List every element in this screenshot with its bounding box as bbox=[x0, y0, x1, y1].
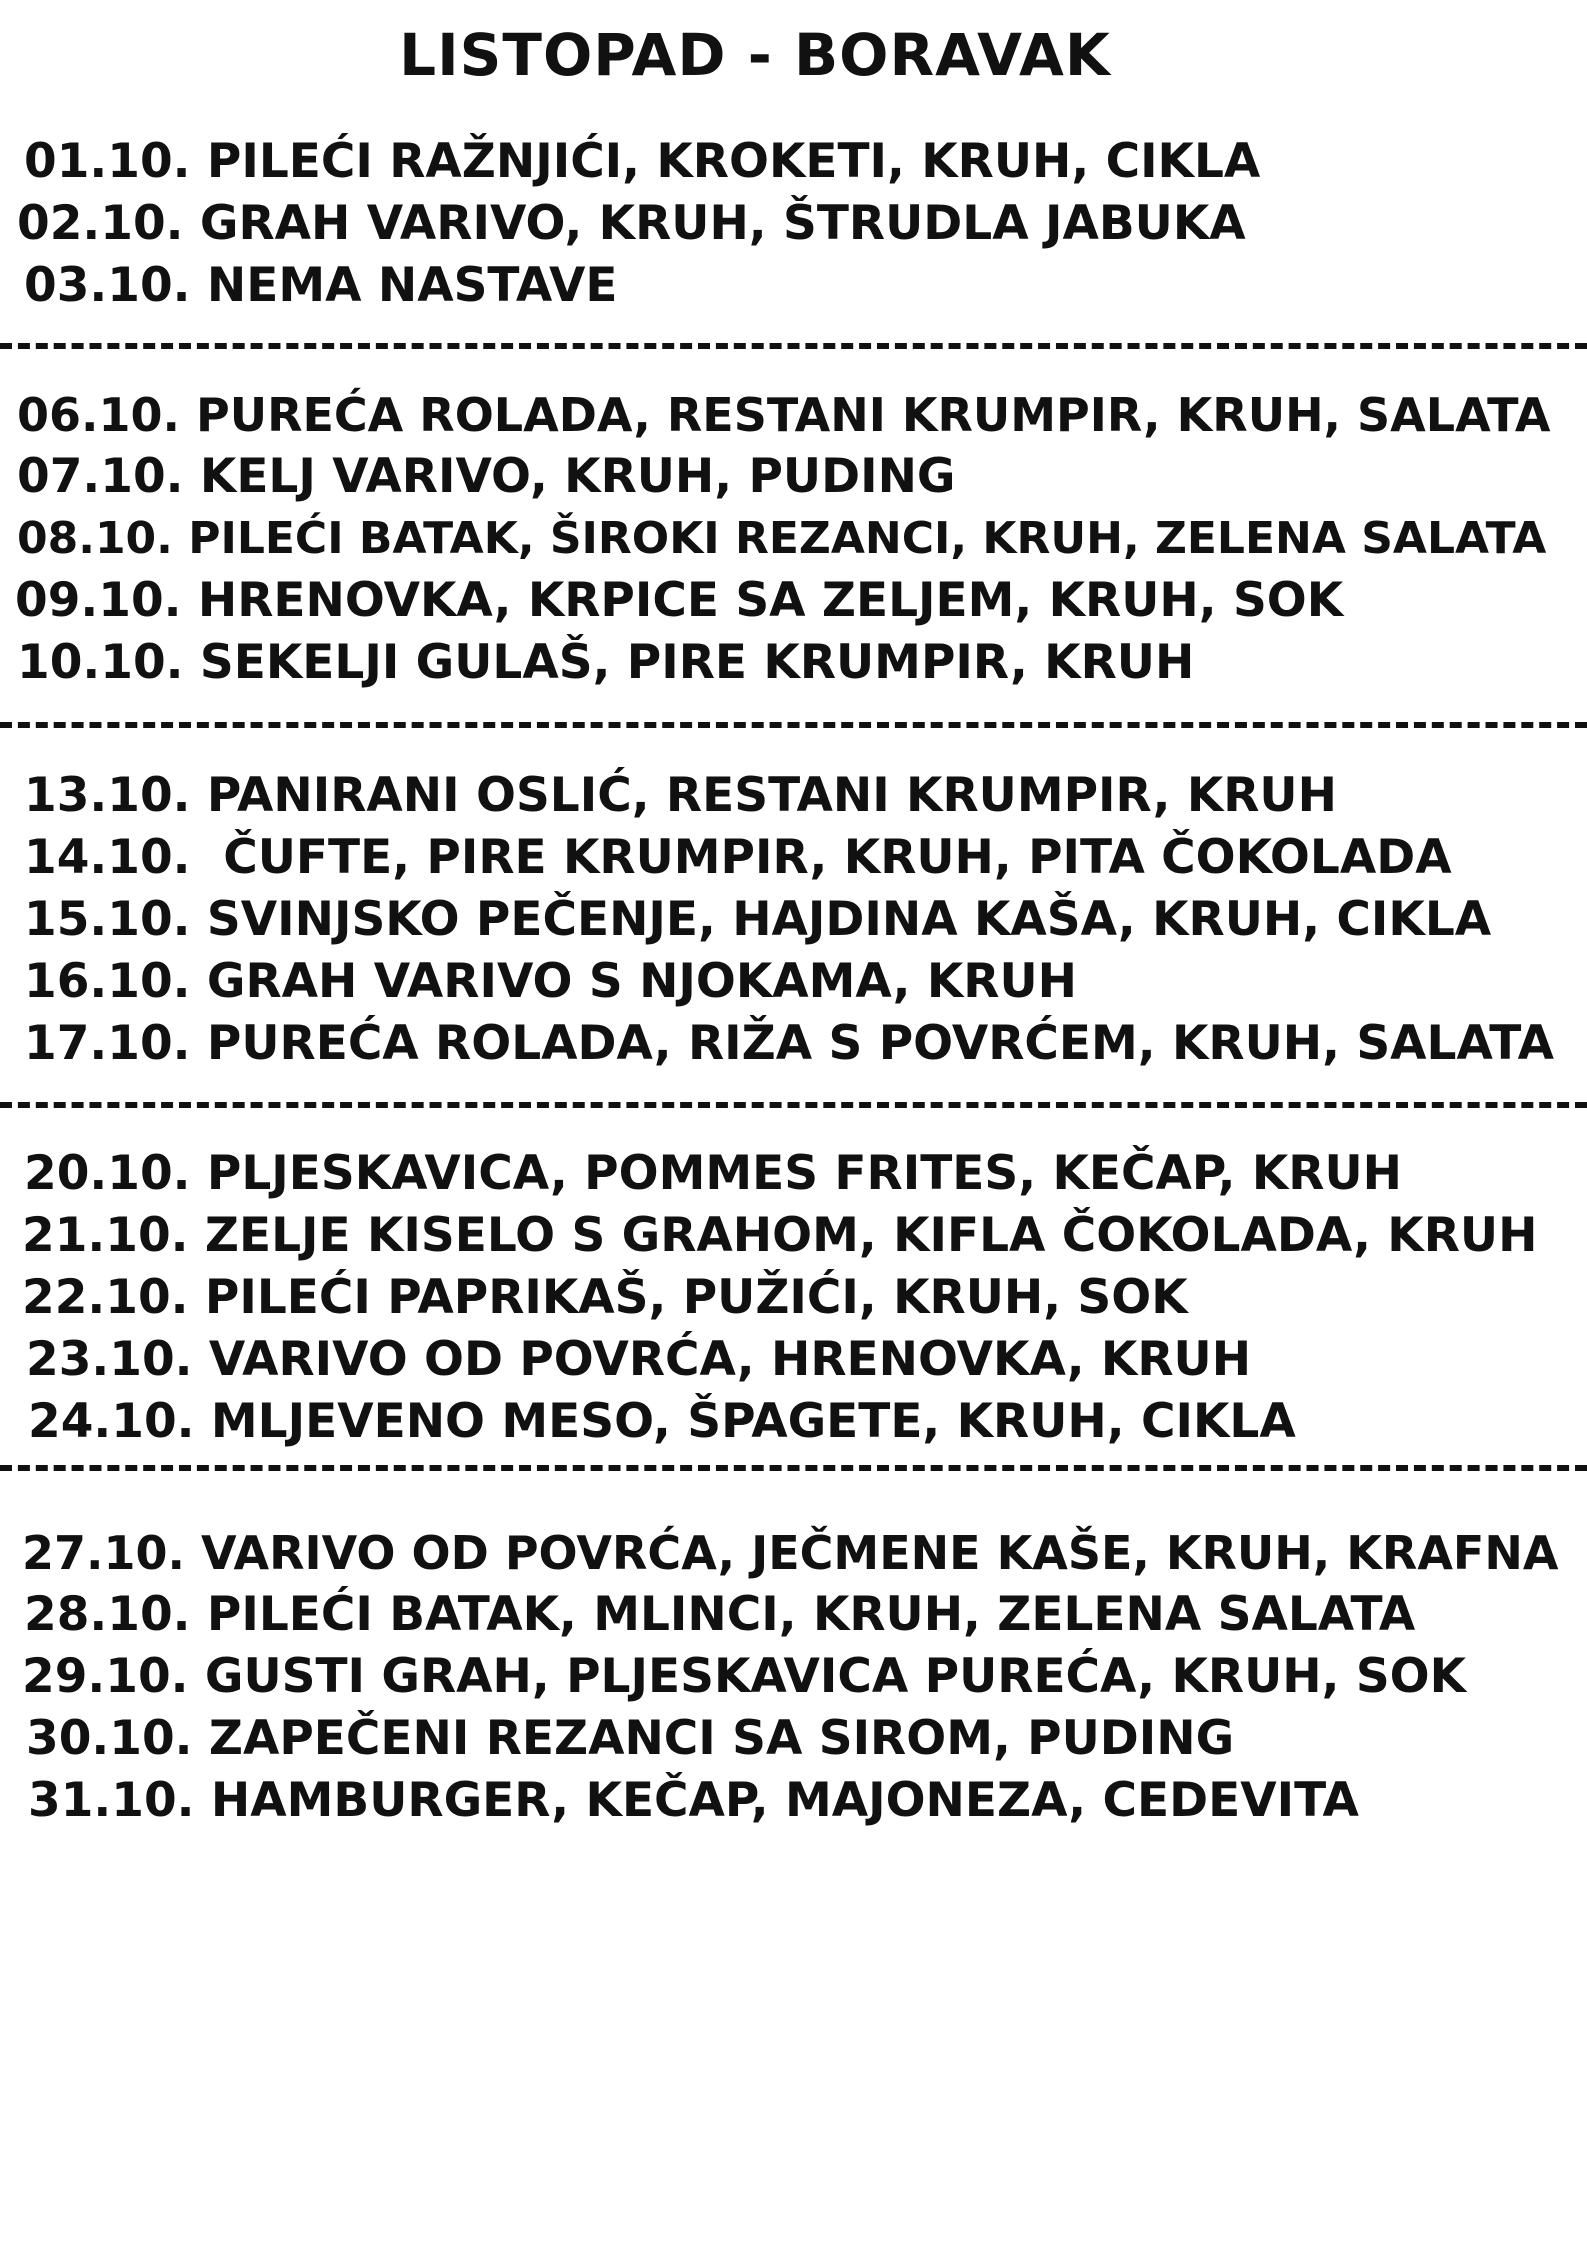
menu-meal: ZELJE KISELO S GRAHOM, KIFLA ČOKOLADA, KRUH bbox=[204, 1208, 1538, 1263]
menu-meal: NEMA NASTAVE bbox=[206, 258, 618, 313]
menu-row bbox=[24, 765, 1337, 827]
menu-row bbox=[17, 446, 956, 508]
menu-date: 01.10. bbox=[24, 134, 191, 189]
menu-date: 31.10. bbox=[28, 1773, 195, 1828]
menu-meal: PLJESKAVICA, POMMES FRITES, KEČAP, KRUH bbox=[206, 1146, 1402, 1201]
week-divider bbox=[0, 343, 1587, 349]
menu-meal: PILEĆI RAŽNJIĆI, KROKETI, KRUH, CIKLA bbox=[206, 134, 1261, 189]
menu-date: 21.10. bbox=[22, 1208, 189, 1263]
menu-row bbox=[17, 384, 1551, 446]
menu-date: 28.10. bbox=[24, 1587, 191, 1642]
menu-meal: HRENOVKA, KRPICE SA ZELJEM, KRUH, SOK bbox=[197, 573, 1344, 628]
menu-date: 24.10. bbox=[28, 1394, 195, 1449]
menu-row bbox=[17, 193, 1246, 255]
menu-meal: PUREĆA ROLADA, RIŽA S POVRĆEM, KRUH, SALATA bbox=[206, 1016, 1555, 1071]
menu-row bbox=[28, 1391, 1296, 1453]
menu-row bbox=[28, 1770, 1359, 1832]
menu-row bbox=[22, 1646, 1466, 1708]
menu-date: 13.10. bbox=[24, 768, 191, 823]
menu-meal: VARIVO OD POVRĆA, JEČMENE KAŠE, KRUH, KRAFNA bbox=[201, 1526, 1559, 1580]
menu-row bbox=[24, 1143, 1402, 1205]
menu-meal: PUREĆA ROLADA, RESTANI KRUMPIR, KRUH, SALATA bbox=[196, 388, 1551, 442]
menu-date: 06.10. bbox=[17, 388, 180, 442]
menu-meal: ČUFTE, PIRE KRUMPIR, KRUH, PITA ČOKOLADA bbox=[206, 830, 1452, 885]
menu-meal: HAMBURGER, KEČAP, MAJONEZA, CEDEVITA bbox=[210, 1773, 1359, 1828]
menu-date: 07.10. bbox=[17, 449, 184, 504]
menu-meal: MLJEVENO MESO, ŠPAGETE, KRUH, CIKLA bbox=[210, 1394, 1296, 1449]
menu-row bbox=[22, 1522, 1558, 1584]
menu-date: 09.10. bbox=[15, 573, 182, 628]
menu-row bbox=[22, 1267, 1188, 1329]
menu-date: 08.10. bbox=[17, 513, 173, 564]
menu-meal: VARIVO OD POVRĆA, HRENOVKA, KRUH bbox=[208, 1332, 1252, 1387]
menu-meal: GRAH VARIVO, KRUH, ŠTRUDLA JABUKA bbox=[199, 196, 1246, 251]
menu-row bbox=[24, 1584, 1415, 1646]
menu-meal: GUSTI GRAH, PLJESKAVICA PUREĆA, KRUH, SOK bbox=[204, 1649, 1467, 1704]
menu-row bbox=[24, 827, 1452, 889]
menu-date: 27.10. bbox=[22, 1526, 185, 1580]
menu-date: 22.10. bbox=[22, 1270, 189, 1325]
page-title: LISTOPAD - BORAVAK bbox=[399, 21, 1111, 89]
menu-row bbox=[26, 1708, 1234, 1770]
menu-row bbox=[15, 570, 1343, 632]
menu-meal: SVINJSKO PEČENJE, HAJDINA KAŠA, KRUH, CIKLA bbox=[206, 892, 1492, 947]
menu-date: 30.10. bbox=[26, 1711, 193, 1766]
menu-row bbox=[17, 632, 1194, 694]
menu-row bbox=[24, 255, 618, 317]
menu-row bbox=[17, 508, 1546, 570]
menu-meal: PILEĆI PAPRIKAŠ, PUŽIĆI, KRUH, SOK bbox=[204, 1270, 1188, 1325]
menu-meal: PILEĆI BATAK, MLINCI, KRUH, ZELENA SALATA bbox=[206, 1587, 1416, 1642]
menu-date: 10.10. bbox=[17, 635, 184, 690]
week-divider bbox=[0, 1465, 1587, 1471]
menu-row bbox=[24, 889, 1491, 951]
menu-meal: SEKELJI GULAŠ, PIRE KRUMPIR, KRUH bbox=[199, 635, 1195, 690]
menu-date: 02.10. bbox=[17, 196, 184, 251]
menu-row bbox=[24, 1013, 1554, 1075]
menu-row bbox=[26, 1329, 1251, 1391]
menu-date: 14.10. bbox=[24, 830, 191, 885]
menu-date: 17.10. bbox=[24, 1016, 191, 1071]
menu-row bbox=[24, 131, 1260, 193]
menu-row bbox=[24, 951, 1077, 1013]
menu-meal: GRAH VARIVO S NJOKAMA, KRUH bbox=[206, 954, 1077, 1009]
menu-date: 20.10. bbox=[24, 1146, 191, 1201]
menu-meal: KELJ VARIVO, KRUH, PUDING bbox=[199, 449, 956, 504]
menu-meal: PANIRANI OSLIĆ, RESTANI KRUMPIR, KRUH bbox=[206, 768, 1337, 823]
menu-meal: ZAPEČENI REZANCI SA SIROM, PUDING bbox=[208, 1711, 1235, 1766]
week-divider bbox=[0, 722, 1587, 728]
menu-meal: PILEĆI BATAK, ŠIROKI REZANCI, KRUH, ZELENA SALATA bbox=[188, 513, 1547, 564]
menu-date: 16.10. bbox=[24, 954, 191, 1009]
week-divider bbox=[0, 1102, 1587, 1108]
menu-date: 29.10. bbox=[22, 1649, 189, 1704]
menu-date: 15.10. bbox=[24, 892, 191, 947]
menu-row bbox=[22, 1205, 1537, 1267]
menu-date: 03.10. bbox=[24, 258, 191, 313]
menu-date: 23.10. bbox=[26, 1332, 193, 1387]
